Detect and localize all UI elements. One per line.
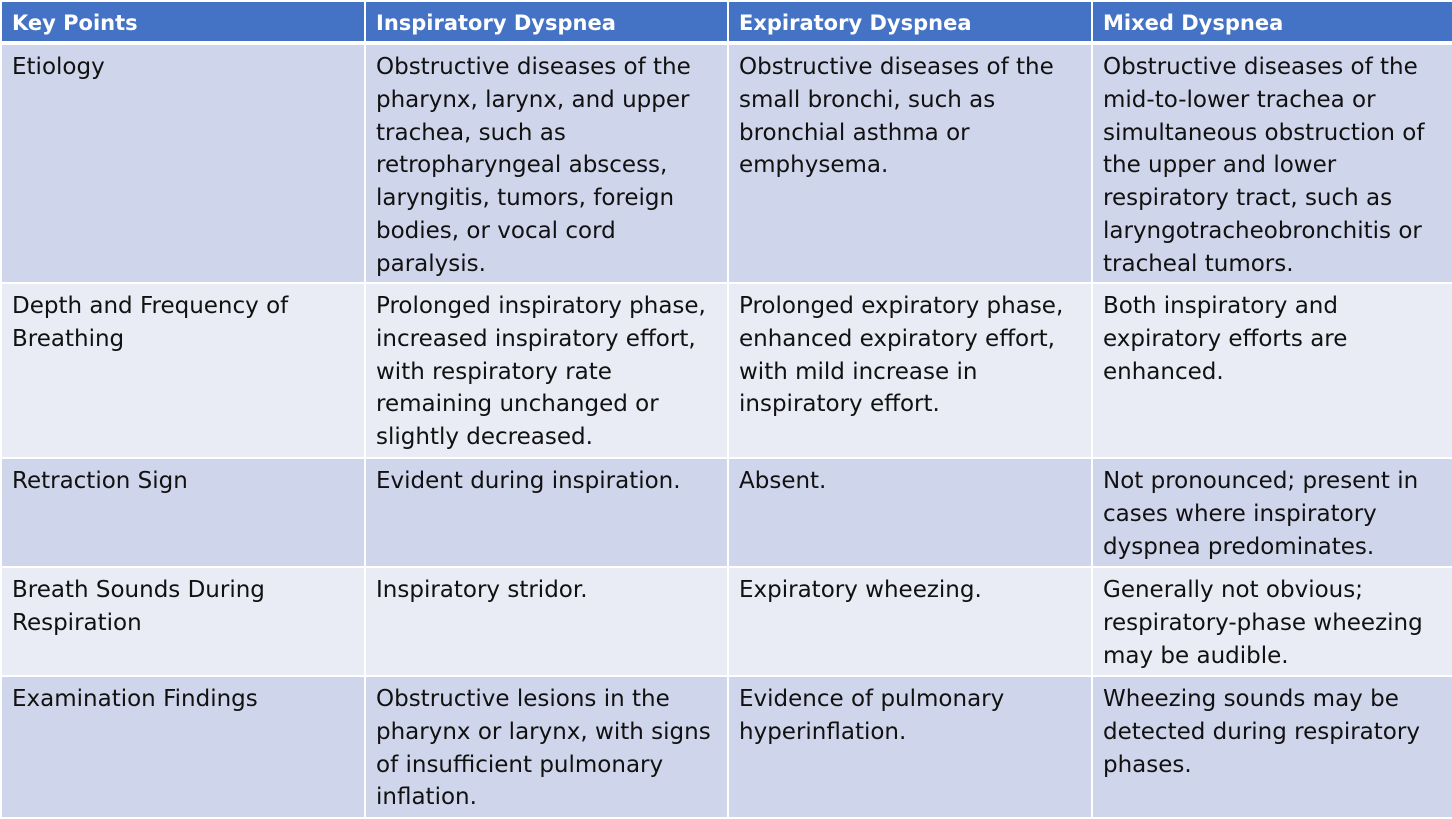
row-label-etiology: Etiology [1,43,365,283]
cell-etiology-expiratory: Obstructive diseases of the small bronchi, such as bronchial asthma or emphysema. [728,43,1092,283]
row-label-breath-sounds: Breath Sounds During Respiration [1,567,365,676]
table-row-breath-sounds [1,567,1452,676]
cell-exam-inspiratory: Obstructive lesions in the pharynx or larynx, with signs of insufficient pulmonary inflation. [365,676,728,818]
header-expiratory-dyspnea: Expiratory Dyspnea [728,1,1092,43]
table-row-etiology [1,43,1452,283]
cell-breath-mixed: Generally not obvious; respiratory-phase wheezing may be audible. [1092,567,1452,676]
header-mixed-dyspnea: Mixed Dyspnea [1092,1,1452,43]
table-row-retraction-sign [1,458,1452,567]
cell-retraction-inspiratory: Evident during inspiration. [365,458,728,567]
cell-depth-mixed: Both inspiratory and expiratory efforts are enhanced. [1092,283,1452,458]
table-header-row [1,1,1452,43]
cell-depth-expiratory: Prolonged expiratory phase, enhanced expiratory effort, with mild increase in inspiratory effort. [728,283,1092,458]
header-inspiratory-dyspnea: Inspiratory Dyspnea [365,1,728,43]
cell-depth-inspiratory: Prolonged inspiratory phase, increased inspiratory effort, with respiratory rate remaining unchanged or slightly decreased. [365,283,728,458]
row-label-examination-findings: Examination Findings [1,676,365,818]
cell-breath-expiratory: Expiratory wheezing. [728,567,1092,676]
row-label-retraction-sign: Retraction Sign [1,458,365,567]
row-label-depth-frequency: Depth and Frequency of Breathing [1,283,365,458]
cell-breath-inspiratory: Inspiratory stridor. [365,567,728,676]
header-key-points: Key Points [1,1,365,43]
table-row-depth-frequency [1,283,1452,458]
cell-exam-mixed: Wheezing sounds may be detected during respiratory phases. [1092,676,1452,818]
cell-etiology-mixed: Obstructive diseases of the mid-to-lower trachea or simultaneous obstruction of the upper and lower respiratory tract, such as laryngotracheobronchitis or tracheal tumors. [1092,43,1452,283]
cell-exam-expiratory: Evidence of pulmonary hyperinflation. [728,676,1092,818]
cell-etiology-inspiratory: Obstructive diseases of the pharynx, larynx, and upper trachea, such as retropharyngeal abscess, laryngitis, tumors, foreign bodies, or vocal cord paralysis. [365,43,728,283]
table-row-examination-findings [1,676,1452,818]
cell-retraction-mixed: Not pronounced; present in cases where inspiratory dyspnea predominates. [1092,458,1452,567]
cell-retraction-expiratory: Absent. [728,458,1092,567]
